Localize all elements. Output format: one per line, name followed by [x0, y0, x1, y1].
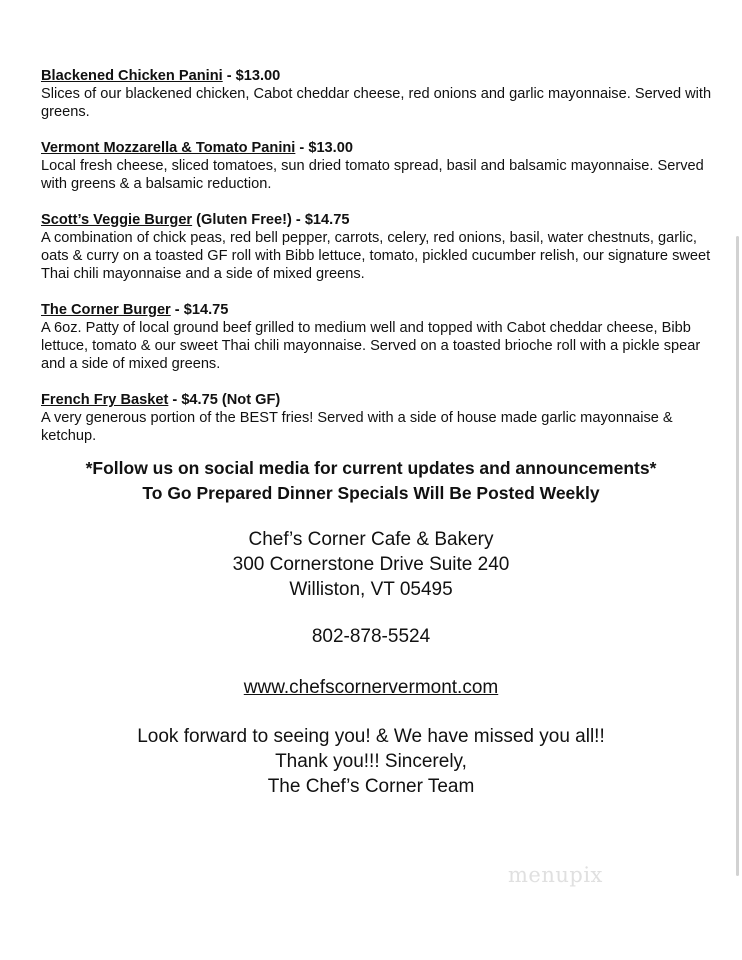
- menu-item-description: Slices of our blackened chicken, Cabot cheddar cheese, red onions and garlic mayonnaise. Served with greens.: [41, 86, 712, 120]
- business-name: Chef’s Corner Cafe & Bakery: [248, 529, 494, 550]
- social-media-notice: *Follow us on social media for current updates and announcements*: [85, 458, 657, 478]
- closing-signature: The Chef’s Corner Team: [267, 776, 475, 797]
- menu-item-price: - $14.75: [170, 302, 229, 318]
- menu-item-header: [41, 301, 721, 319]
- menu-item: [41, 139, 721, 193]
- menu-item-price: - $4.75 (Not GF): [168, 392, 281, 408]
- menu-items-list: [41, 67, 721, 463]
- closing-message: [0, 724, 742, 799]
- business-address: [0, 527, 742, 602]
- menu-item: [41, 211, 721, 283]
- phone-text: 802-878-5524: [311, 626, 431, 647]
- menu-item-description: Local fresh cheese, sliced tomatoes, sun dried tomato spread, basil and balsamic mayonnaise. Served with greens & a balsamic reduction.: [41, 158, 704, 192]
- menu-item-name: Scott’s Veggie Burger: [41, 212, 193, 228]
- menu-item: [41, 391, 721, 445]
- menu-item-name: The Corner Burger: [41, 302, 171, 318]
- menu-item-header: [41, 67, 721, 85]
- menu-item-name: Blackened Chicken Panini: [41, 68, 223, 84]
- menu-item-header: [41, 391, 721, 409]
- street-address: 300 Cornerstone Drive Suite 240: [232, 554, 510, 575]
- phone-number: [0, 624, 742, 649]
- city-state-zip: Williston, VT 05495: [289, 579, 453, 600]
- menu-item: [41, 301, 721, 373]
- menu-item-name: Vermont Mozzarella & Tomato Panini: [41, 140, 296, 156]
- closing-line: Thank you!!! Sincerely,: [275, 751, 467, 772]
- menu-item-description: A very generous portion of the BEST fries! Served with a side of house made garlic mayonnaise & ketchup.: [41, 410, 673, 444]
- menu-item-price: - $13.00: [222, 68, 281, 84]
- website-link[interactable]: www.chefscornervermont.com: [243, 677, 499, 698]
- menu-item-header: [41, 139, 721, 157]
- website: [0, 675, 742, 700]
- menu-item-header: [41, 211, 721, 229]
- closing-line: Look forward to seeing you! & We have missed you all!!: [137, 726, 605, 747]
- menu-item: [41, 67, 721, 121]
- scrollbar[interactable]: [736, 236, 739, 876]
- watermark-logo: menupix: [508, 863, 603, 887]
- menu-item-description: A 6oz. Patty of local ground beef grilled to medium well and topped with Cabot cheddar cheese, Bibb lettuce, tomato & our sweet Thai chili mayonnaise. Served on a toasted brioche roll with a pickle spear and a side of mixed greens.: [41, 320, 701, 372]
- notices-block: [0, 456, 742, 506]
- menu-item-price: - $13.00: [295, 140, 353, 156]
- menu-item-price: (Gluten Free!) - $14.75: [192, 212, 350, 228]
- menu-item-description: A combination of chick peas, red bell pepper, carrots, celery, red onions, basil, water chestnuts, garlic, oats & curry on a toasted GF roll with Bibb lettuce, tomato, pickled cucumber relish, our signature sweet Thai chili mayonnaise and a side of mixed greens.: [41, 230, 711, 282]
- menu-item-name: French Fry Basket: [41, 392, 169, 408]
- dinner-specials-notice: To Go Prepared Dinner Specials Will Be Posted Weekly: [142, 483, 600, 503]
